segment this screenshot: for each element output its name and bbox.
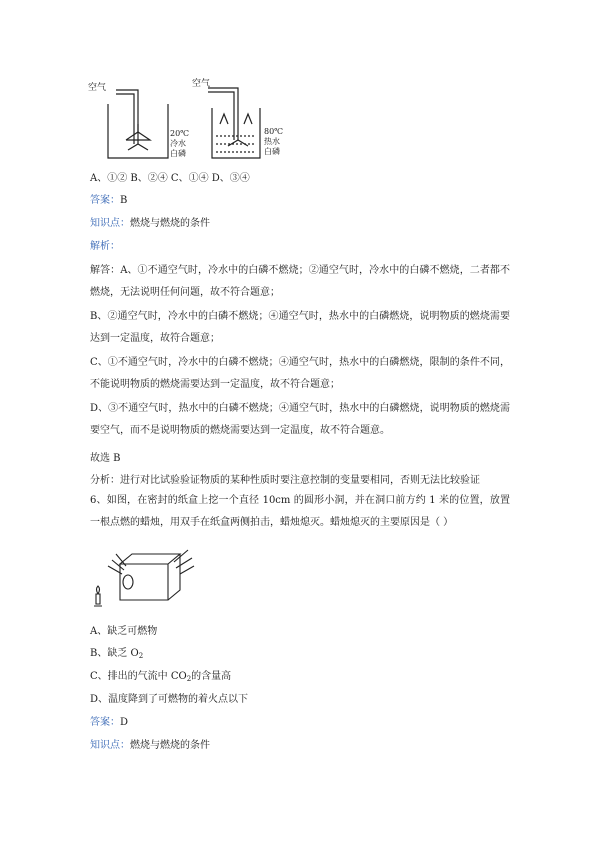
q5-answer-label: 答案： xyxy=(90,195,120,206)
q6-answer-value: D xyxy=(120,717,129,728)
left-beaker xyxy=(108,90,168,158)
candle-flame xyxy=(97,586,100,594)
q5-kp-value: 燃烧与燃烧的条件 xyxy=(130,218,210,229)
right-inlet-label: 空气 xyxy=(192,79,211,89)
q6-stem: 6、如图，在密封的纸盒上挖一个直径 10cm 的圆形小洞，并在洞口前方约 1 米的位置，放置一根点燃的蜡烛，用双手在纸盒两侧拍击，蜡烛熄灭。蜡烛熄灭的主要原因是（ ） xyxy=(90,495,510,528)
q5-options: A、①② B、②④ C、①④ D、③④ xyxy=(90,173,250,184)
q6-option-b xyxy=(90,647,143,661)
box-candle-figure xyxy=(90,542,200,612)
q6-kp-value: 燃烧与燃烧的条件 xyxy=(130,740,210,751)
left-phosphorus-label: 白磷 xyxy=(170,149,186,158)
q6-option-c xyxy=(90,670,231,684)
q5-para-b: B、②通空气时，冷水中的白磷不燃烧；④通空气时，热水中的白磷燃烧，说明物质的燃烧需要达到一定温度，故符合题意； xyxy=(90,311,510,344)
left-inlet-label: 空气 xyxy=(88,83,107,93)
q6-kp-label: 知识点： xyxy=(90,740,130,751)
q6-option-a: A、缺乏可燃物 xyxy=(90,626,158,637)
q6-knowledge-point xyxy=(90,739,210,753)
q6-option-b-subscript: 2 xyxy=(138,652,144,660)
right-temp-label: 80℃ xyxy=(264,127,284,136)
q5-analysis-label: 解析： xyxy=(90,241,120,252)
paper-box xyxy=(120,554,180,600)
q5-analysis-note: 分析：进行对比试验验证物质的某种性质时要注意控制的变量要相同，否则无法比较验证 xyxy=(90,475,480,486)
box-hole xyxy=(123,575,133,589)
q6-answer xyxy=(90,716,128,730)
q6-answer-label: 答案： xyxy=(90,717,120,728)
q5-para-a: 解答：A、①不通空气时，冷水中的白磷不燃烧；②通空气时，冷水中的白磷不燃烧，二者都不燃烧，无法说明任何问题，故不符合题意； xyxy=(90,265,510,298)
q6-option-d: D、温度降到了可燃物的着火点以下 xyxy=(90,694,249,705)
q5-para-c: C、①不通空气时，冷水中的白磷不燃烧；④通空气时，热水中的白磷燃烧，限制的条件不同，不能说明物质的燃烧需要达到一定温度，故不符合题意； xyxy=(90,357,510,390)
q5-answer-value: B xyxy=(120,195,128,206)
q6-option-c-suffix: 的含量高 xyxy=(191,671,232,682)
beaker-experiment-figure xyxy=(88,74,298,166)
q6-option-c-text: C、排出的气流中 CO xyxy=(90,671,187,682)
q6-option-b-text: B、缺乏 O xyxy=(90,648,139,659)
q6-option-c-subscript: 2 xyxy=(186,675,192,683)
q5-conclusion: 故选 B xyxy=(90,453,121,464)
left-water-label: 冷水 xyxy=(170,139,186,148)
right-water-label: 热水 xyxy=(264,137,280,146)
q5-para-d: D、③不通空气时，热水中的白磷不燃烧；④通空气时，热水中的白磷燃烧，说明物质的燃烧需要空气，而不是说明物质的燃烧需要达到一定温度，故不符合题意。 xyxy=(90,403,510,436)
right-beaker xyxy=(208,88,260,158)
candle xyxy=(94,594,102,606)
q5-knowledge-point xyxy=(90,217,210,231)
q5-answer xyxy=(90,194,127,208)
left-temp-label: 20℃ xyxy=(170,129,190,138)
q5-kp-label: 知识点： xyxy=(90,218,130,229)
right-phosphorus-label: 白磷 xyxy=(264,147,280,156)
